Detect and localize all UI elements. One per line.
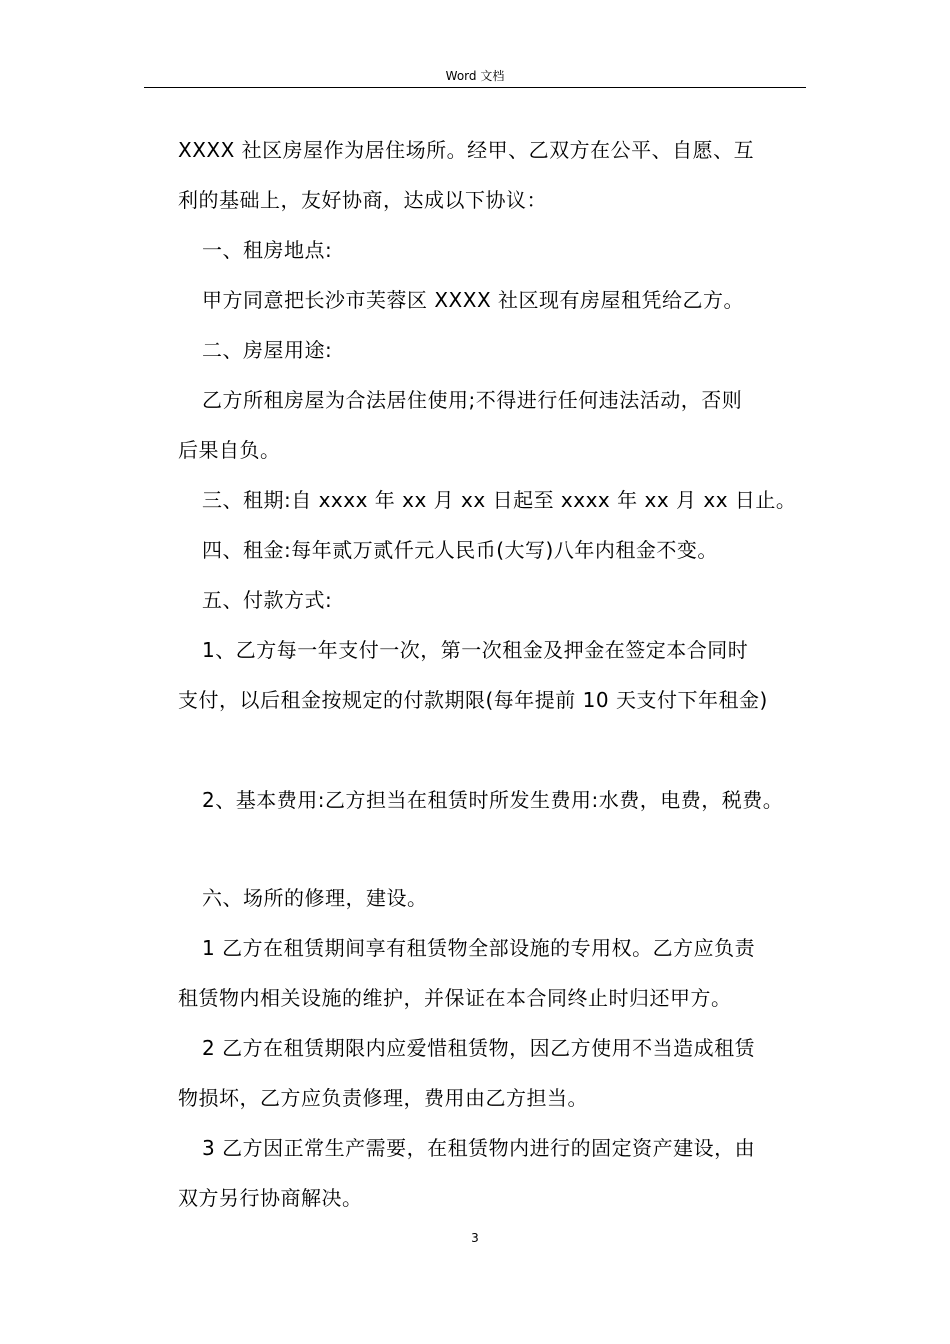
page-header-title: Word 文档 [445,69,505,83]
paragraph-line: 租赁物内相关设施的维护，并保证在本合同终止时归还甲方。 [178,986,732,1010]
paragraph-line: 乙方所租房屋为合法居住使用;不得进行任何违法活动，否则 [202,388,743,412]
header-divider [144,87,806,88]
section-heading-location: 一、租房地点: [202,238,333,262]
paragraph-line: 物损坏，乙方应负责修理，费用由乙方担当。 [178,1086,588,1110]
section-heading-repair: 六、场所的修理，建设。 [202,886,428,910]
section-heading-term: 三、租期:自 xxxx 年 xx 月 xx 日起至 xxxx 年 xx 月 xx 日止。 [202,488,797,512]
paragraph-line: 后果自负。 [178,438,281,462]
paragraph-line: 3 乙方因正常生产需要，在租赁物内进行的固定资产建设，由 [202,1136,756,1160]
section-heading-payment: 五、付款方式: [202,588,333,612]
page-number: 3 [471,1231,479,1245]
paragraph-line: 利的基础上，友好协商，达成以下协议： [178,188,547,212]
paragraph-line: 支付，以后租金按规定的付款期限(每年提前 10 天支付下年租金) [178,688,768,712]
section-heading-rent: 四、租金:每年贰万贰仟元人民币(大写)八年内租金不变。 [202,538,718,562]
paragraph-line: 2、基本费用:乙方担当在租赁时所发生费用:水费，电费，税费。 [202,788,784,812]
paragraph-line: 甲方同意把长沙市芙蓉区 XXXX 社区现有房屋租凭给乙方。 [202,288,745,312]
section-heading-usage: 二、房屋用途: [202,338,333,362]
paragraph-line: 2 乙方在租赁期限内应爱惜租赁物，因乙方使用不当造成租赁 [202,1036,756,1060]
paragraph-line: 1、乙方每一年支付一次，第一次租金及押金在签定本合同时 [202,638,749,662]
paragraph-line: 1 乙方在租赁期间享有租赁物全部设施的专用权。乙方应负责 [202,936,756,960]
paragraph-line: XXXX 社区房屋作为居住场所。经甲、乙双方在公平、自愿、互 [178,138,755,162]
paragraph-line: 双方另行协商解决。 [178,1186,363,1210]
